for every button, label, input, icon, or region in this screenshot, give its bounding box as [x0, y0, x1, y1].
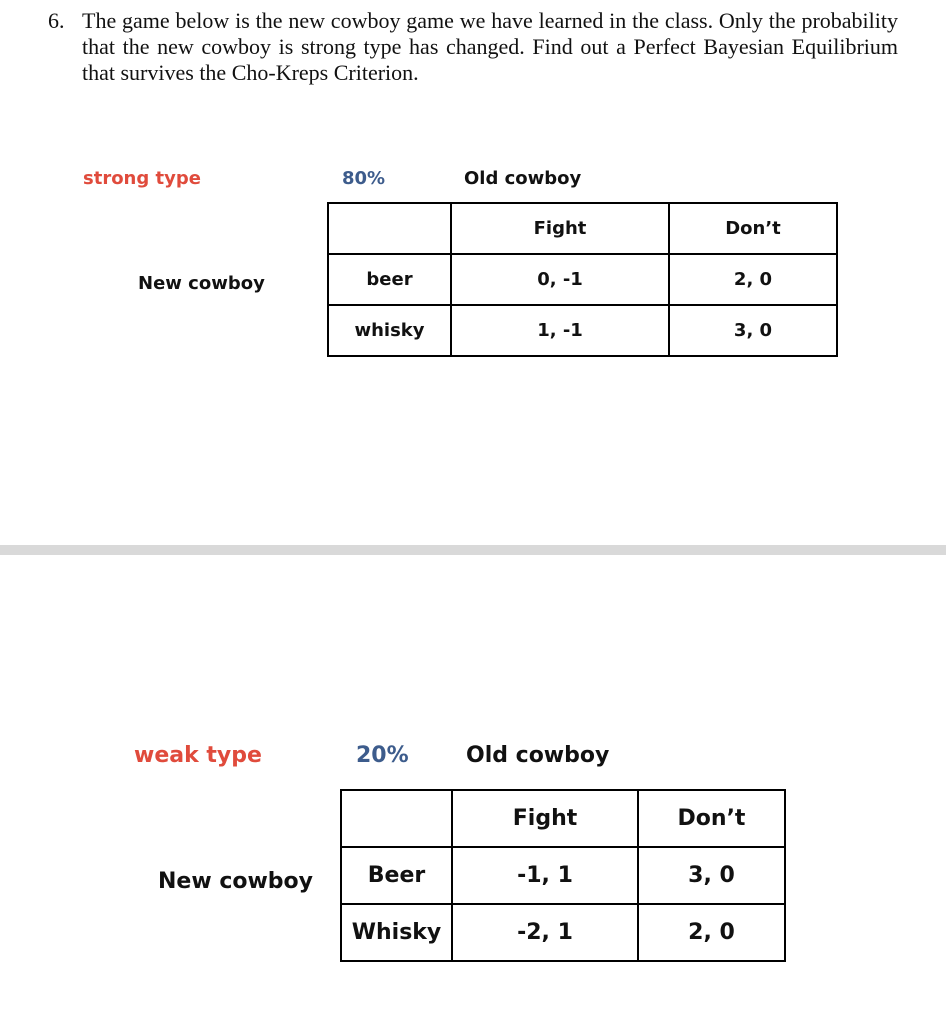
weak-payoff-table [340, 789, 786, 962]
row-action-beer: beer [328, 254, 451, 305]
payoff-cell: 2, 0 [669, 254, 837, 305]
payoff-cell: 3, 0 [669, 305, 837, 356]
question-text: The game below is the new cowboy game we have learned in the class. Only the probability that the new cowboy is strong type has changed. Find out a Perfect Bayesian Equilibrium that survives the Cho-Kreps Criterion. [82, 8, 898, 85]
table-row [328, 254, 837, 305]
column-header-fight: Fight [451, 203, 669, 254]
table-row [328, 305, 837, 356]
row-action-beer: Beer [341, 847, 452, 904]
table-header-row [341, 790, 785, 847]
strong-payoff-table [327, 202, 838, 357]
weak-column-player-label: Old cowboy [466, 743, 610, 768]
table-row [341, 904, 785, 961]
payoff-cell: 3, 0 [638, 847, 785, 904]
table-row [341, 847, 785, 904]
strong-type-probability: 80% [342, 168, 386, 189]
empty-corner-cell [341, 790, 452, 847]
section-divider [0, 545, 946, 555]
row-action-whisky: Whisky [341, 904, 452, 961]
column-header-dont: Don’t [638, 790, 785, 847]
row-action-whisky: whisky [328, 305, 451, 356]
column-header-dont: Don’t [669, 203, 837, 254]
payoff-cell: 0, -1 [451, 254, 669, 305]
strong-row-player-label: New cowboy [138, 273, 265, 294]
payoff-cell: -1, 1 [452, 847, 638, 904]
payoff-cell: 1, -1 [451, 305, 669, 356]
strong-column-player-label: Old cowboy [464, 168, 582, 189]
payoff-cell: -2, 1 [452, 904, 638, 961]
weak-row-player-label: New cowboy [158, 869, 313, 894]
weak-type-probability: 20% [356, 743, 409, 768]
question-block [48, 8, 898, 86]
question-number: 6. [48, 8, 65, 33]
payoff-cell: 2, 0 [638, 904, 785, 961]
column-header-fight: Fight [452, 790, 638, 847]
weak-type-label: weak type [134, 743, 262, 768]
empty-corner-cell [328, 203, 451, 254]
strong-type-label: strong type [83, 168, 201, 189]
table-header-row [328, 203, 837, 254]
